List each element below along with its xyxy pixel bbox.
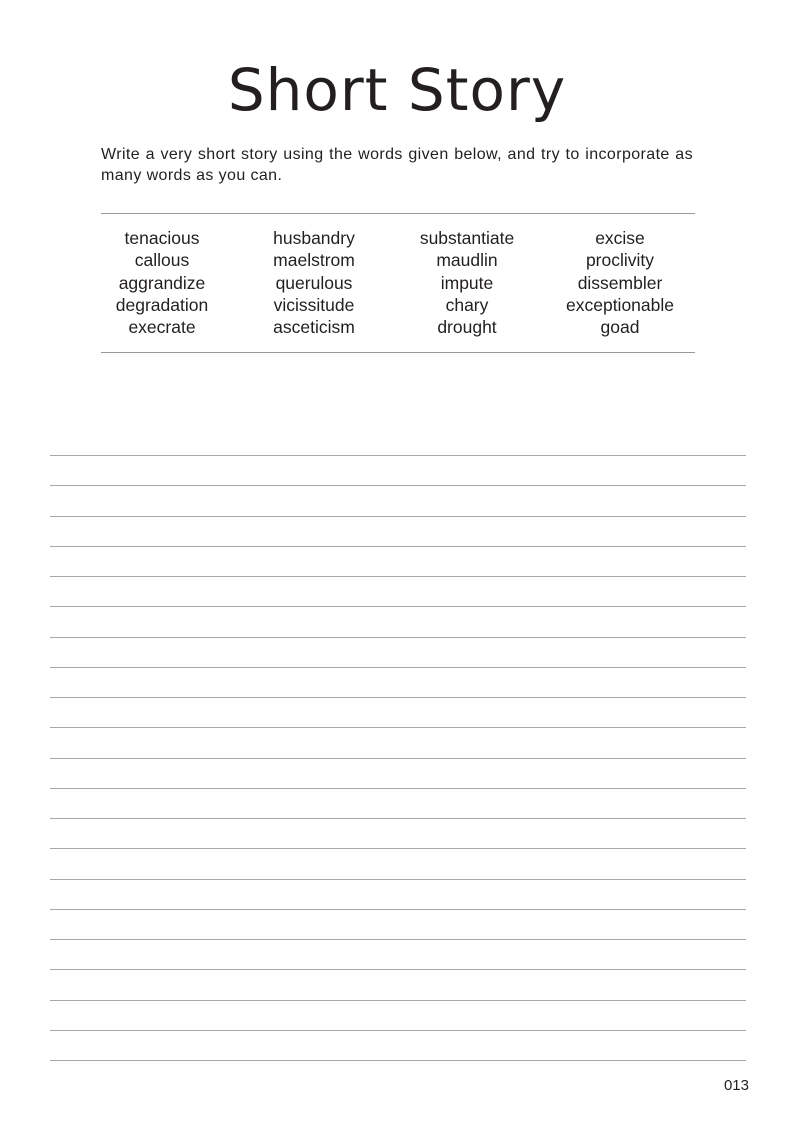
- writing-line: [50, 818, 746, 819]
- word-item: degradation: [115, 294, 209, 315]
- word-item: maudlin: [436, 250, 498, 271]
- word-item: aggrandize: [118, 272, 206, 293]
- writing-line: [50, 939, 746, 940]
- word-item: husbandry: [273, 228, 355, 248]
- word-item: proclivity: [585, 250, 655, 271]
- word-item: substantiate: [419, 228, 515, 248]
- writing-line: [50, 727, 746, 728]
- writing-line: [50, 546, 746, 547]
- word-item: callous: [134, 250, 190, 271]
- writing-line: [50, 848, 746, 849]
- word-column: [240, 227, 388, 338]
- writing-line: [50, 516, 746, 517]
- instructions-text: Write a very short story using the words given below, and try to incorporate as many words as you can.: [101, 146, 693, 184]
- word-item: goad: [600, 317, 640, 338]
- word-item: tenacious: [124, 228, 200, 248]
- word-item: vicissitude: [273, 294, 355, 315]
- page-number: 013: [723, 1077, 749, 1094]
- writing-line: [50, 637, 746, 638]
- word-column: [393, 227, 541, 338]
- writing-line: [50, 909, 746, 910]
- writing-line: [50, 879, 746, 880]
- word-bank: [101, 213, 695, 353]
- word-item: execrate: [128, 317, 196, 338]
- word-item: maelstrom: [273, 250, 355, 271]
- word-item: drought: [437, 317, 497, 338]
- writing-line: [50, 455, 746, 456]
- writing-line: [50, 758, 746, 759]
- writing-line: [50, 1000, 746, 1001]
- word-item: querulous: [275, 272, 353, 293]
- word-item: dissembler: [577, 272, 663, 293]
- word-item: impute: [440, 272, 494, 293]
- word-item: excise: [595, 228, 645, 248]
- writing-line: [50, 1060, 746, 1061]
- writing-line: [50, 1030, 746, 1031]
- word-item: exceptionable: [566, 294, 674, 315]
- word-item: chary: [445, 294, 489, 315]
- writing-line: [50, 969, 746, 970]
- writing-line: [50, 576, 746, 577]
- writing-line: [50, 667, 746, 668]
- page-title: Short Story: [227, 56, 567, 124]
- writing-line: [50, 485, 746, 486]
- writing-line: [50, 697, 746, 698]
- word-item: asceticism: [273, 317, 355, 338]
- word-column: [546, 227, 694, 338]
- writing-line: [50, 788, 746, 789]
- word-column: [88, 227, 236, 338]
- writing-line: [50, 606, 746, 607]
